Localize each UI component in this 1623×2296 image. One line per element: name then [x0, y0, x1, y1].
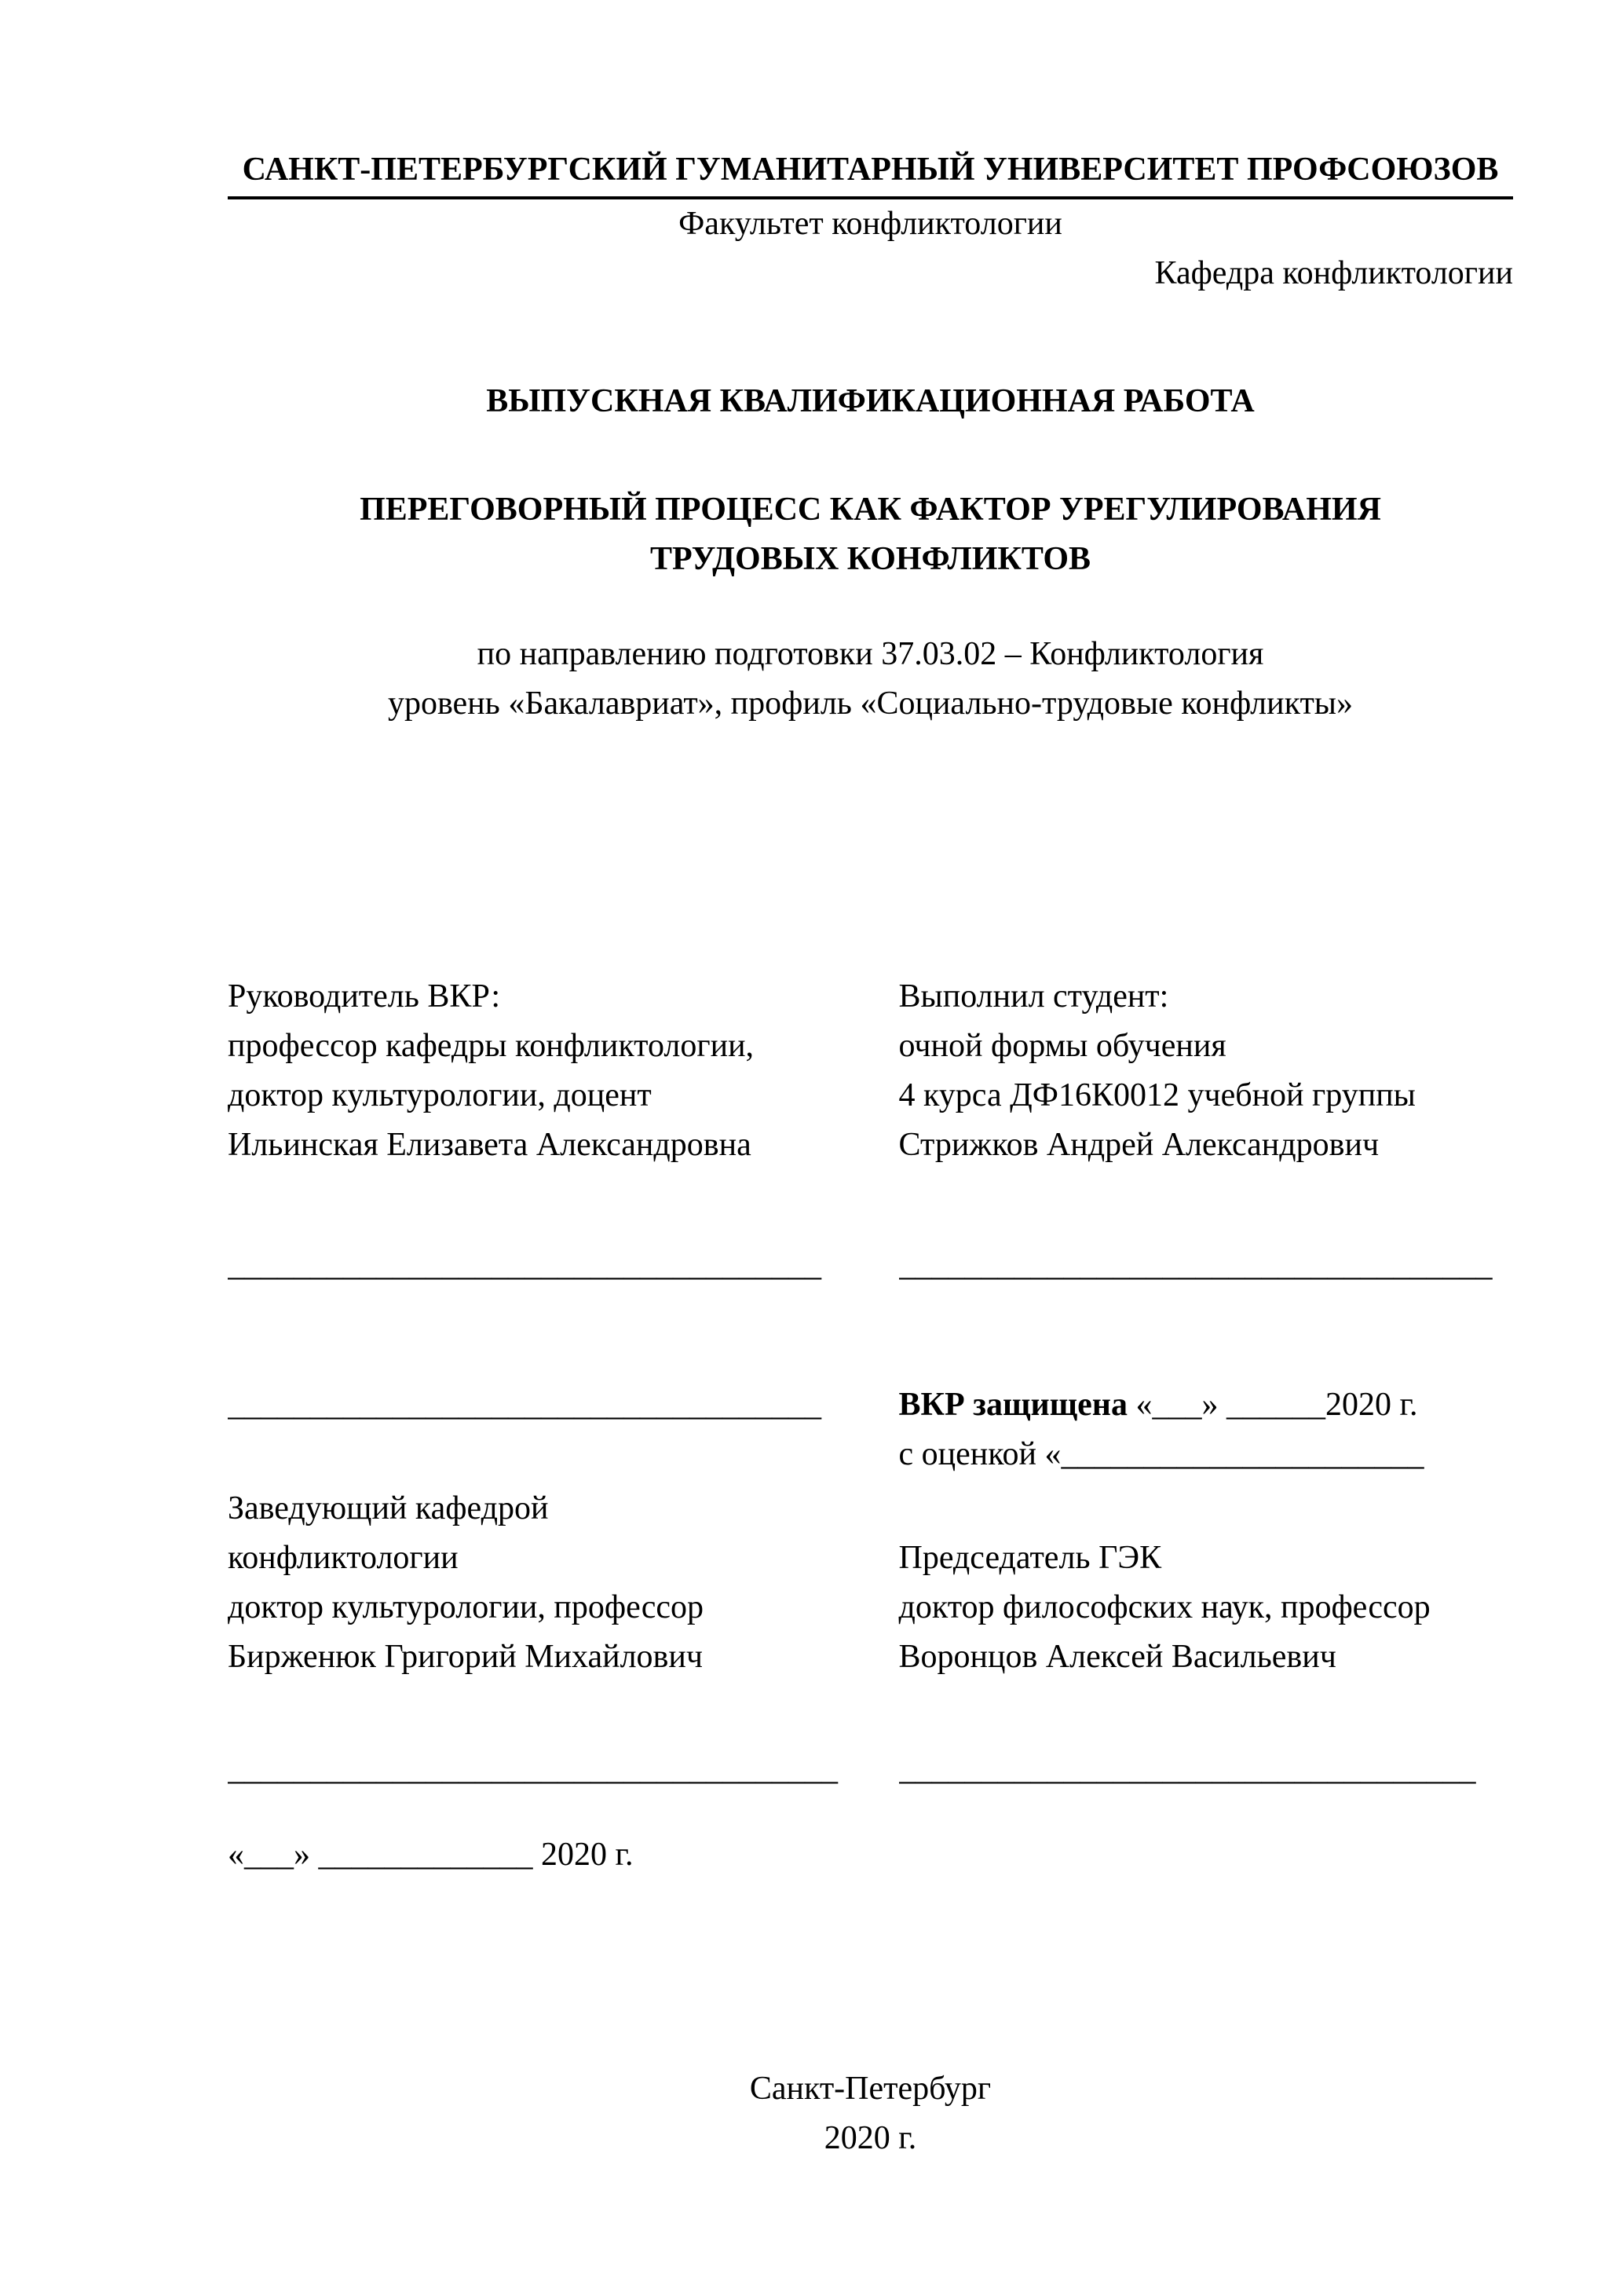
supervisor-signature-line: ____________________________________: [228, 1247, 821, 1283]
defense-date-line: [899, 1380, 1513, 1430]
department-head-signature-line: ____________________________________: [228, 1387, 821, 1423]
program-info: [228, 630, 1513, 729]
supervisor-name: Ильинская Елизавета Александровна: [228, 1127, 751, 1163]
department-head-position: доктор культурологии, профессор: [228, 1589, 704, 1625]
student-signature-line: ____________________________________: [898, 1247, 1493, 1283]
supervisor-role: Руководитель ВКР:: [228, 978, 501, 1015]
gek-chair-name: Воронцов Алексей Васильевич: [898, 1639, 1336, 1675]
student-role: Выполнил студент:: [898, 978, 1169, 1015]
department-head-signature-line-2: _____________________________________: [228, 1751, 838, 1787]
program-level: уровень «Бакалавриат», профиль «Социально-трудовые конфликты»: [387, 686, 1354, 722]
work-type-title: ВЫПУСКНАЯ КВАЛИФИКАЦИОННАЯ РАБОТА: [486, 383, 1255, 419]
supervisor-position-2: доктор культурологии, доцент: [228, 1077, 652, 1113]
defense-grade-line: с оценкой «______________________: [898, 1436, 1424, 1472]
student-block: [899, 972, 1513, 1170]
defense-label: ВКР защищена: [898, 1387, 1128, 1423]
university-name: САНКТ-ПЕТЕРБУРГСКИЙ ГУМАНИТАРНЫЙ УНИВЕРСИТЕТ ПРОФСОЮЗОВ: [228, 145, 1513, 199]
gek-chair-role: Председатель ГЭК: [898, 1540, 1162, 1576]
department-head-title-1: Заведующий кафедрой: [228, 1490, 549, 1526]
supervisor-block: [228, 972, 899, 1170]
footer: [228, 2064, 1513, 2163]
student-study-form: очной формы обучения: [898, 1028, 1226, 1064]
gek-chair-signature-line: ___________________________________: [898, 1751, 1476, 1787]
program-direction: по направлению подготовки 37.03.02 – Конфликтология: [477, 636, 1264, 672]
department-head-date-line: «___» _____________ 2020 г.: [228, 1837, 634, 1873]
thesis-topic: [228, 485, 1513, 584]
thesis-topic-line2: ТРУДОВЫХ КОНФЛИКТОВ: [649, 541, 1091, 577]
thesis-topic-line1: ПЕРЕГОВОРНЫЙ ПРОЦЕСС КАК ФАКТОР УРЕГУЛИРОВАНИЯ: [360, 492, 1381, 528]
defense-date-blanks: «___» ______2020 г.: [1127, 1387, 1418, 1423]
people-block: [228, 972, 1513, 1170]
student-name: Стрижков Андрей Александрович: [898, 1127, 1380, 1163]
department-head-block: [228, 1484, 899, 1682]
signature-row-2: [228, 1745, 1513, 1794]
department-head-name: Бирженюк Григорий Михайлович: [228, 1639, 703, 1675]
faculty-name: Факультет конфликтологии: [678, 206, 1062, 242]
department-head-title-2: конфликтологии: [228, 1540, 459, 1576]
signature-row-1: [228, 1241, 1513, 1290]
department-name: Кафедра конфликтологии: [1154, 255, 1513, 291]
gek-chair-block: [899, 1484, 1513, 1682]
student-group: 4 курса ДФ16К0012 учебной группы: [898, 1077, 1416, 1113]
officials-block: [228, 1484, 1513, 1682]
gek-chair-position: доктор философских наук, профессор: [898, 1589, 1431, 1625]
footer-year: 2020 г.: [824, 2120, 917, 2156]
footer-city: Санкт-Петербург: [749, 2071, 992, 2107]
defense-block: [899, 1380, 1513, 1479]
supervisor-position-1: профессор кафедры конфликтологии,: [228, 1028, 755, 1064]
defense-row: [228, 1380, 1513, 1479]
